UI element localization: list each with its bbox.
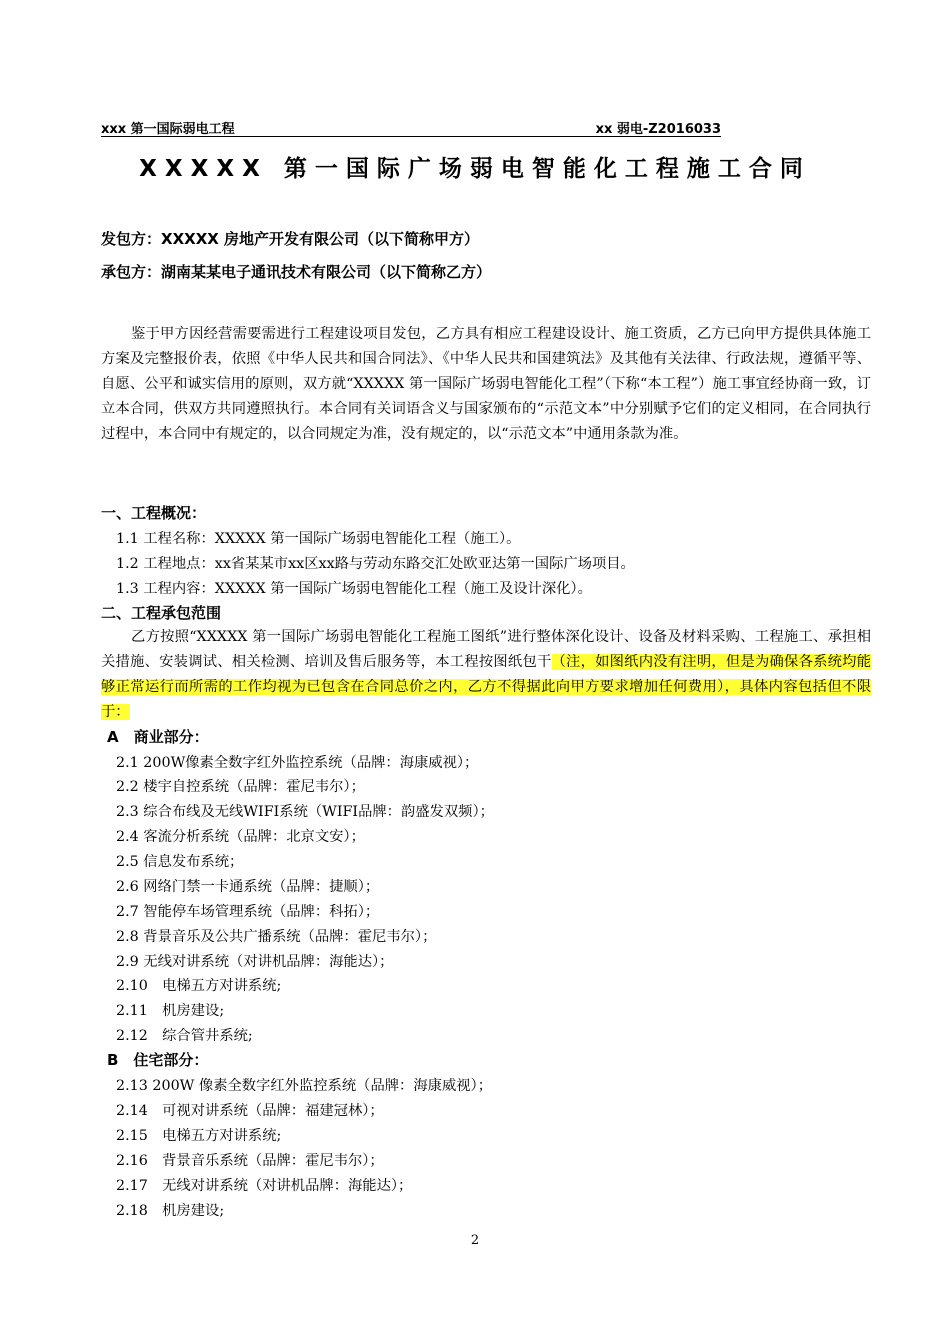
part-b-heading: B 住宅部分： — [107, 1051, 209, 1069]
scope-text: 乙方按照“XXXXX 第一国际广场弱电智能化工程施工图纸”进行整体深化设计、设备及材料采购、工程施工、承担相关措施、安装调试、相关检测、培训及售后服务等，本工程按图纸包干 — [101, 629, 871, 670]
part-a-item: 2.6 网络门禁一卡通系统（品牌：捷顺）； — [116, 879, 380, 895]
part-a-item: 2.7 智能停车场管理系统（品牌：科拓）； — [116, 904, 380, 920]
part-a-item: 2.9 无线对讲系统（对讲机品牌：海能达）； — [116, 954, 394, 970]
part-b-item: 2.13 200W 像素全数字红外监控系统（品牌：海康威视）； — [116, 1078, 492, 1094]
part-a-item: 2.11 机房建设; — [116, 1003, 225, 1019]
part-a-item: 2.4 客流分析系统（品牌：北京文安）； — [116, 829, 365, 845]
part-a-heading: A 商业部分： — [107, 728, 209, 746]
document-title: XXXXX 第一国际广场弱电智能化工程施工合同 — [139, 156, 811, 182]
page-header — [101, 118, 721, 137]
section-1-heading: 一、工程概况： — [101, 504, 207, 522]
employer-party: 发包方：XXXXX 房地产开发有限公司（以下简称甲方） — [101, 230, 480, 248]
part-b-item: 2.17 无线对讲系统（对讲机品牌：海能达）； — [116, 1178, 413, 1194]
part-a-item: 2.12 综合管井系统; — [116, 1028, 253, 1044]
section-2-heading: 二、工程承包范围 — [101, 604, 222, 622]
part-a-item: 2.10 电梯五方对讲系统; — [116, 978, 282, 994]
part-b-item: 2.18 机房建设; — [116, 1203, 225, 1219]
page-number: 2 — [470, 1233, 480, 1248]
part-a-item: 2.5 信息发布系统； — [116, 854, 244, 870]
contractor-party: 承包方：湖南某某电子通讯技术有限公司（以下简称乙方） — [101, 263, 492, 281]
part-a-item: 2.3 综合布线及无线WIFI系统（WIFI品牌：韵盛发双频）； — [116, 804, 494, 820]
part-a-item: 2.8 背景音乐及公共广播系统（品牌：霍尼韦尔）； — [116, 929, 437, 945]
section-1-item: 1.1 工程名称：XXXXX 第一国际广场弱电智能化工程（施工）。 — [116, 531, 521, 547]
scope-highlighted-note: （注，如图纸内没有注明，但是为确保各系统均能够正常运行而所需的工作均视为已包含在合同总价之内，乙方不得据此向甲方要求增加任何费用），具体内容包括但不限于： — [101, 654, 871, 720]
part-b-item: 2.16 背景音乐系统（品牌：霍尼韦尔）； — [116, 1153, 384, 1169]
part-b-item: 2.14 可视对讲系统（品牌：福建冠林）； — [116, 1103, 384, 1119]
scope-paragraph — [101, 625, 871, 725]
part-a-item: 2.1 200W像素全数字红外监控系统（品牌：海康威视）； — [116, 755, 479, 771]
header-project-name: xxx 第一国际弱电工程 — [101, 122, 235, 137]
part-b-item: 2.15 电梯五方对讲系统; — [116, 1128, 282, 1144]
header-document-code: xx 弱电-Z2016033 — [595, 122, 721, 137]
preamble-paragraph: 鉴于甲方因经营需要需进行工程建设项目发包，乙方具有相应工程建设设计、施工资质，乙方已向甲方提供具体施工方案及完整报价表，依照《中华人民共和国合同法》、《中华人民共和国建筑法》及其他有关法律、行政法规，遵循平等、自愿、公平和诚实信用的原则，双方就“XXXXX 第一国际广场弱电智能化工程”（下称“本工程”）施工事宜经协商一致，订立本合同，供双方共同遵照执行。本合同有关词语含义与国家颁布的“示范文本”中分别赋予它们的定义相同，在合同执行过程中，本合同中有规定的，以合同规定为准，没有规定的，以“示范文本”中通用条款为准。 — [101, 326, 871, 442]
section-1-item: 1.2 工程地点：xx省某某市xx区xx路与劳动东路交汇处欧亚达第一国际广场项目。 — [116, 556, 635, 572]
part-a-item: 2.2 楼宇自控系统（品牌：霍尼韦尔）； — [116, 779, 365, 795]
section-1-item: 1.3 工程内容：XXXXX 第一国际广场弱电智能化工程（施工及设计深化）。 — [116, 581, 592, 597]
